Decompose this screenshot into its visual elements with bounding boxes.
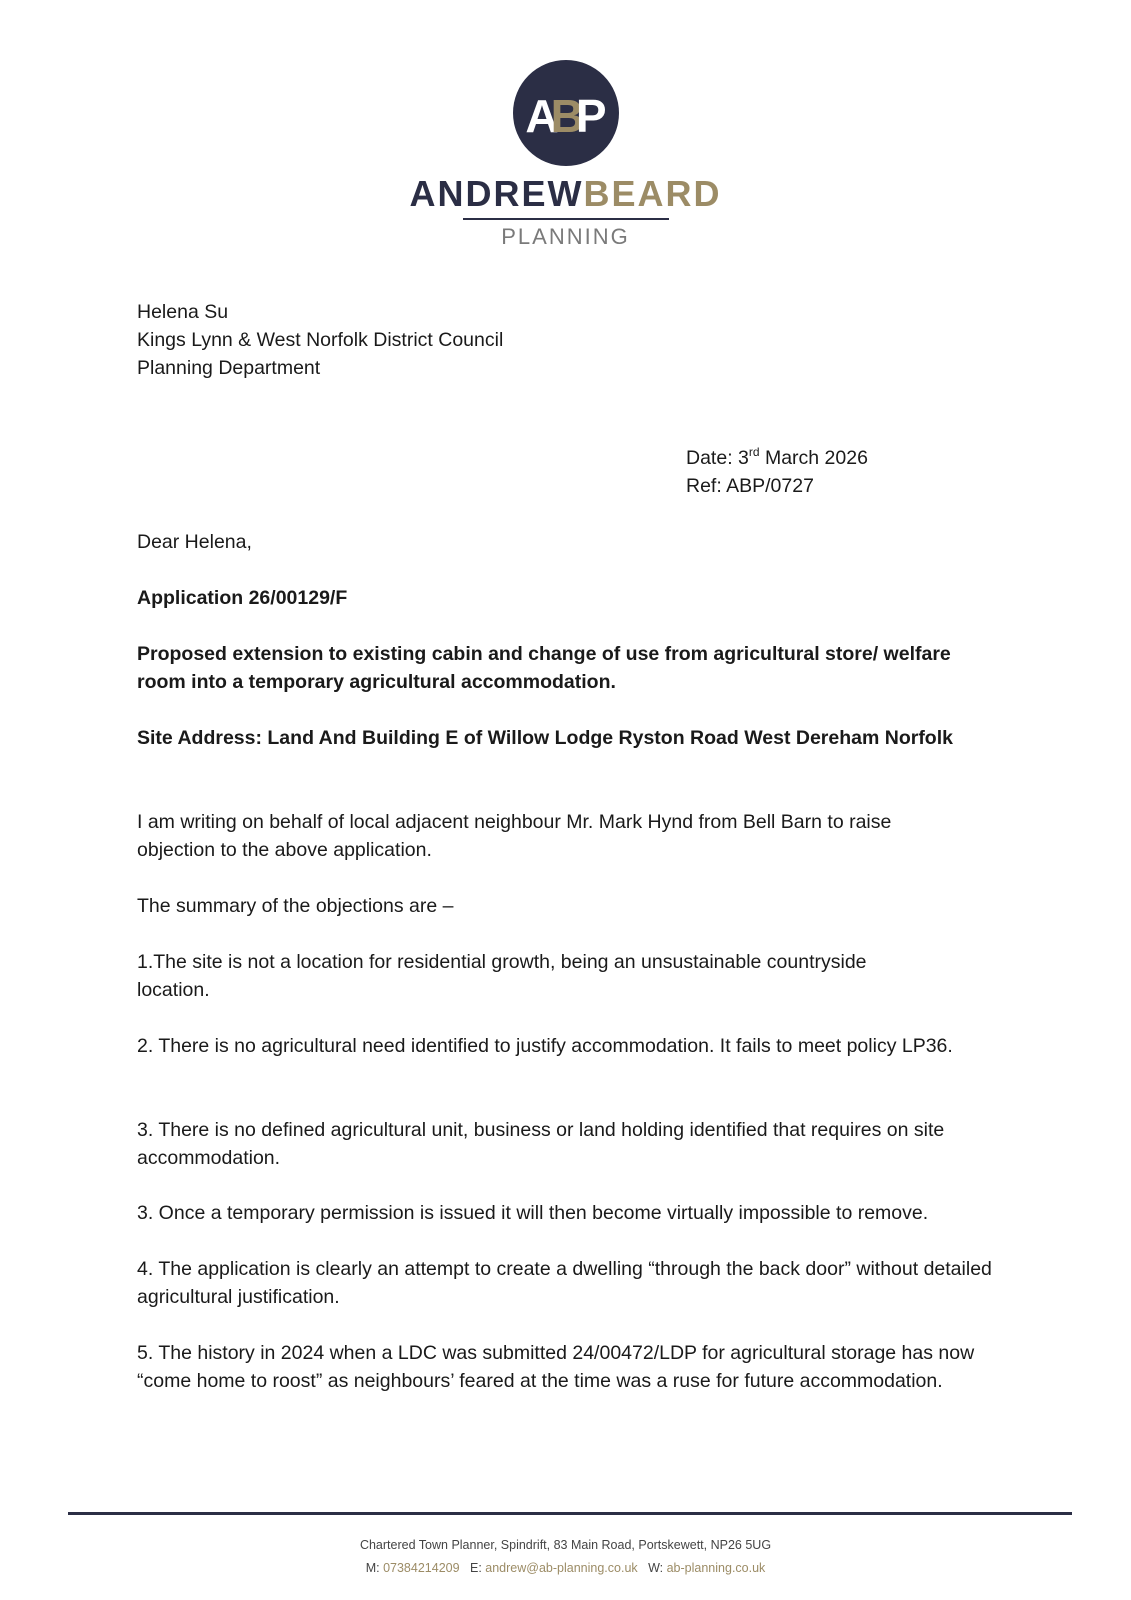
brand-divider (463, 218, 669, 220)
salutation: Dear Helena, (137, 531, 252, 553)
footer-mobile[interactable]: 07384214209 (383, 1561, 460, 1575)
footer-divider (68, 1512, 1072, 1515)
meta-block (686, 444, 868, 500)
intro-paragraph: I am writing on behalf of local adjacent neighbour Mr. Mark Hynd from Bell Barn to raise objection to the above application. (137, 811, 892, 861)
proposal-heading: Proposed extension to existing cabin and change of use from agricultural store/ welfare room into a temporary agricultural accommodation. (137, 643, 951, 693)
brand-subtitle: PLANNING (501, 224, 630, 249)
brand-name-first: ANDREW (409, 173, 584, 214)
footer-web-link[interactable]: ab-planning.co.uk (666, 1561, 766, 1575)
objection-item: 5. The history in 2024 when a LDC was submitted 24/00472/LDP for agricultural storage has now “come home to roost” as neighbours’ feared at the time was a ruse for future accommodation. (137, 1342, 975, 1392)
letter-ref: Ref: ABP/0727 (686, 475, 814, 497)
letterhead (0, 60, 1131, 250)
footer-address: Chartered Town Planner, Spindrift, 83 Main Road, Portskewett, NP26 5UG (359, 1538, 772, 1552)
recipient-department: Planning Department (137, 357, 321, 379)
site-address: Site Address: Land And Building E of Willow Lodge Ryston Road West Dereham Norfolk (137, 727, 953, 749)
brand-name-second: BEARD (583, 173, 722, 214)
summary-heading: The summary of the objections are – (137, 895, 454, 917)
recipient-block (137, 298, 503, 382)
footer-email-link[interactable]: andrew@ab-planning.co.uk (485, 1561, 638, 1575)
objection-item: 3. Once a temporary permission is issued it will then become virtually impossible to remove. (137, 1202, 929, 1224)
objection-item: 3. There is no defined agricultural unit, business or land holding identified that requires on site accommodation. (137, 1119, 945, 1169)
objection-item: 4. The application is clearly an attempt to create a dwelling “through the back door” without detailed agricultural justification. (137, 1258, 992, 1308)
abp-logo-icon (513, 60, 619, 166)
brand-name (0, 173, 1131, 214)
objection-item: 2. There is no agricultural need identified to justify accommodation. It fails to meet policy LP36. (137, 1035, 953, 1057)
recipient-organisation: Kings Lynn & West Norfolk District Council (137, 329, 504, 351)
letter-date: Date: 3rd March 2026 (686, 444, 868, 469)
objection-item: 1.The site is not a location for residential growth, being an unsustainable countryside location. (137, 951, 867, 1001)
footer-contacts: M: 07384214209 E: andrew@ab-planning.co.uk W: ab-planning.co.uk (365, 1561, 766, 1575)
recipient-name: Helena Su (137, 301, 229, 323)
application-heading: Application 26/00129/F (137, 587, 348, 609)
svg-text:ABP: ABP (524, 90, 607, 142)
